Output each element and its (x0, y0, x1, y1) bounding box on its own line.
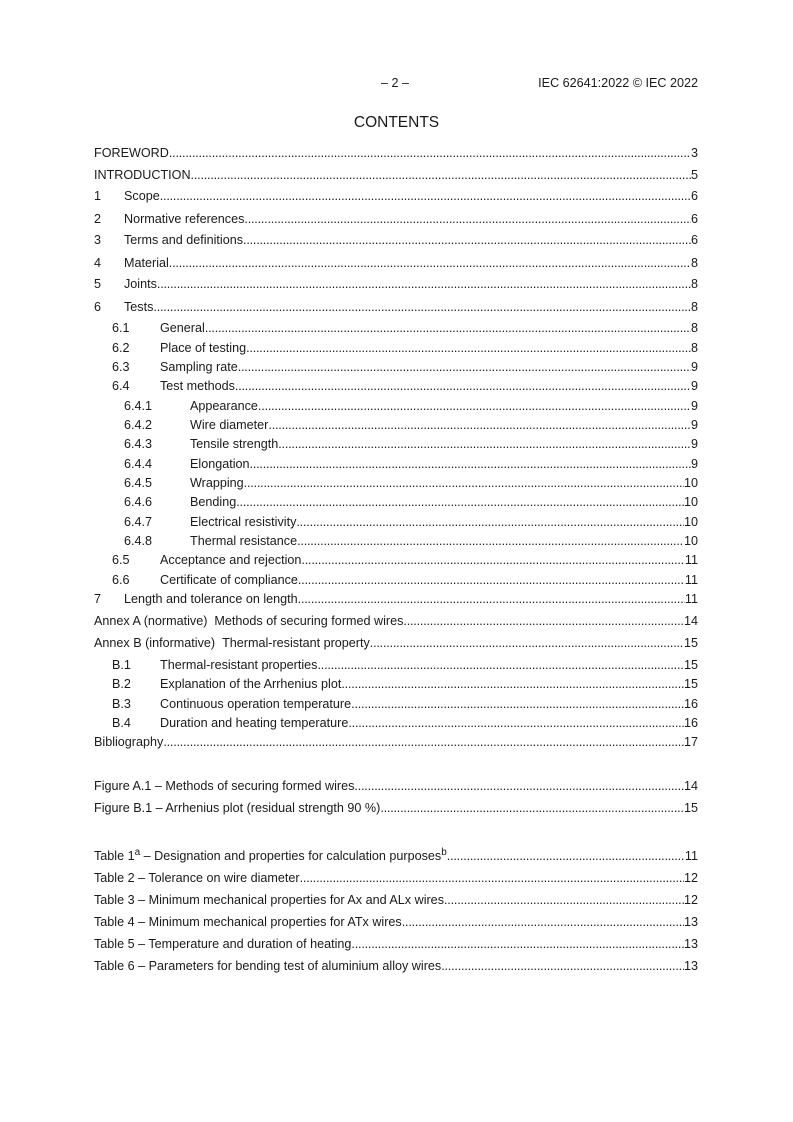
toc-entry-page: 11 (684, 573, 698, 587)
toc-entry-label: Thermal-resistant property (222, 636, 370, 650)
dot-leader (153, 300, 691, 314)
toc-entry-b3[interactable] (94, 697, 698, 714)
toc-entry-bibliography[interactable] (94, 735, 698, 752)
toc-entry-annex-a[interactable] (94, 614, 698, 631)
figure-entry-page: 14 (683, 779, 698, 793)
toc-entry-number: 6 (94, 300, 102, 314)
dot-leader (298, 573, 685, 587)
toc-entry-label: Normative references (124, 212, 245, 226)
toc-entry-label: Wrapping (190, 476, 244, 490)
figure-entry-label: Figure B.1 – Arrhenius plot (residual strength 90 %) (94, 801, 381, 815)
dot-leader (169, 146, 691, 160)
dot-leader (447, 849, 685, 863)
toc-entry-number: B.3 (112, 697, 131, 711)
toc-entry-label: Tests (124, 300, 154, 314)
toc-entry-page: 11 (684, 553, 698, 567)
toc-entry-number: 6.3 (112, 360, 130, 374)
dot-leader (403, 614, 684, 628)
toc-entry-b4[interactable] (94, 716, 698, 733)
toc-entry-electrical-resistivity[interactable] (94, 515, 698, 532)
toc-entry-label: Length and tolerance on length (124, 592, 298, 606)
table-entry-page: 12 (683, 871, 698, 885)
toc-entry-label: Test methods (160, 379, 235, 393)
toc-entry-wrapping[interactable] (94, 476, 698, 493)
toc-entry-label: Wire diameter (190, 418, 269, 432)
toc-entry-label: Continuous operation temperature (160, 697, 352, 711)
table-entry-page: 13 (683, 915, 698, 929)
toc-entry-page: 9 (690, 418, 698, 432)
toc-entry-page: 9 (690, 457, 698, 471)
toc-entry-number: 2 (94, 212, 102, 226)
toc-entry-number: B.4 (112, 716, 131, 730)
table-entry-label: Table 2 – Tolerance on wire diameter (94, 871, 300, 885)
toc-entry-page: 6 (690, 212, 698, 226)
footnote-marker-b: b (441, 847, 447, 858)
table-entry-page: 13 (683, 937, 698, 951)
dot-leader (268, 418, 691, 432)
toc-entry-number: 6.4.4 (124, 457, 153, 471)
dot-leader (191, 168, 691, 182)
toc-entry-page: 15 (683, 658, 698, 672)
table-entry-label: Table 4 – Minimum mechanical properties for ATx wires (94, 915, 402, 929)
dot-leader (341, 677, 684, 691)
toc-entry-label: Elongation (190, 457, 250, 471)
dot-leader (160, 189, 691, 203)
table-entry-4[interactable] (94, 915, 698, 932)
toc-entry-number: 6.6 (112, 573, 130, 587)
toc-entry-page: 8 (690, 321, 698, 335)
toc-entry-label: Joints (124, 277, 157, 291)
toc-entry-label: Tensile strength (190, 437, 279, 451)
toc-entry-page: 9 (690, 399, 698, 413)
toc-entry-label: Bibliography (94, 735, 164, 749)
table-entry-label-rest: – Designation and properties for calculation purposes (140, 849, 442, 863)
toc-entry-page: 10 (683, 476, 698, 490)
toc-entry-page: 8 (690, 300, 698, 314)
table-entry-page: 11 (684, 849, 698, 863)
toc-entry-test-methods[interactable] (94, 379, 698, 396)
toc-entry-wire-diameter[interactable] (94, 418, 698, 435)
toc-entry-number: 6.5 (112, 553, 130, 567)
dot-leader (246, 341, 691, 355)
toc-entry-label: General (160, 321, 205, 335)
toc-entry-label: Acceptance and rejection (160, 553, 302, 567)
toc-entry-label: Methods of securing formed wires (214, 614, 404, 628)
toc-entry-material[interactable] (94, 256, 698, 273)
toc-entry-number: 6.4.5 (124, 476, 153, 490)
table-entry-3[interactable] (94, 893, 698, 910)
toc-entry-bending[interactable] (94, 495, 698, 512)
toc-entry-label: Explanation of the Arrhenius plot (160, 677, 342, 691)
dot-leader (348, 716, 684, 730)
toc-entry-label: Terms and definitions (124, 233, 244, 247)
toc-entry-number: 6.4.7 (124, 515, 153, 529)
toc-entry-page: 5 (690, 168, 698, 182)
dot-leader (244, 212, 691, 226)
dot-leader (243, 233, 691, 247)
toc-entry-page: 10 (683, 495, 698, 509)
table-entry-label-start: Table 1 (94, 849, 135, 863)
toc-entry-foreword[interactable] (94, 146, 698, 163)
table-entry-label: Table 3 – Minimum mechanical properties for Ax and ALx wires (94, 893, 444, 907)
dot-leader (351, 937, 684, 951)
toc-entry-page: 8 (690, 341, 698, 355)
toc-entry-acceptance[interactable] (94, 553, 698, 570)
dot-leader (297, 534, 684, 548)
toc-entry-page: 15 (683, 636, 698, 650)
footnote-marker-a: a (134, 847, 141, 858)
toc-entry-number: 6.4.1 (124, 399, 153, 413)
toc-entry-page: 17 (683, 735, 698, 749)
dot-leader (296, 515, 684, 529)
toc-entry-label: Duration and heating temperature (160, 716, 349, 730)
toc-entry-label: Electrical resistivity (190, 515, 297, 529)
dot-leader (351, 697, 684, 711)
dot-leader (205, 321, 691, 335)
toc-entry-number: 6.2 (112, 341, 130, 355)
dot-leader (354, 779, 684, 793)
dot-leader (441, 959, 684, 973)
toc-entry-label: Thermal-resistant properties (160, 658, 318, 672)
toc-entry-label: Scope (124, 189, 160, 203)
toc-entry-page: 3 (690, 146, 698, 160)
toc-entry-number: 7 (94, 592, 102, 606)
dot-leader (238, 360, 691, 374)
table-entry-label: Table 5 – Temperature and duration of heating (94, 937, 352, 951)
toc-entry-elongation[interactable] (94, 457, 698, 474)
table-entry-page: 13 (683, 959, 698, 973)
dot-leader (169, 256, 691, 270)
table-entry-label (94, 849, 447, 863)
toc-entry-page: 9 (690, 360, 698, 374)
toc-entry-number: 6.4.2 (124, 418, 153, 432)
toc-entry-thermal-resistance[interactable] (94, 534, 698, 551)
table-entry-page: 12 (683, 893, 698, 907)
toc-entry-number: 5 (94, 277, 102, 291)
table-entry-2[interactable] (94, 871, 698, 888)
toc-entry-number: Annex B (informative) (94, 636, 216, 650)
toc-entry-length-tolerance[interactable] (94, 592, 698, 609)
toc-entry-page: 10 (683, 534, 698, 548)
toc-entry-general[interactable] (94, 321, 698, 338)
toc-entry-joints[interactable] (94, 277, 698, 294)
toc-entry-page: 10 (683, 515, 698, 529)
toc-entry-page: 9 (690, 379, 698, 393)
dot-leader (157, 277, 691, 291)
toc-entry-scope[interactable] (94, 189, 698, 206)
toc-entry-label: Certificate of compliance (160, 573, 298, 587)
figure-entry-b1[interactable] (94, 801, 698, 818)
dot-leader (444, 893, 684, 907)
dot-leader (244, 476, 684, 490)
toc-entry-label: Thermal resistance (190, 534, 298, 548)
toc-entry-b2[interactable] (94, 677, 698, 694)
toc-entry-page: 11 (684, 592, 698, 606)
toc-entry-label: Place of testing (160, 341, 247, 355)
toc-entry-page: 16 (683, 716, 698, 730)
toc-entry-number: 6.4.3 (124, 437, 153, 451)
dot-leader (163, 735, 684, 749)
toc-entry-page: 9 (690, 437, 698, 451)
dot-leader (300, 871, 684, 885)
toc-entry-number: 3 (94, 233, 102, 247)
dot-leader (278, 437, 691, 451)
toc-entry-tests[interactable] (94, 300, 698, 317)
toc-entry-annex-b[interactable] (94, 636, 698, 653)
dot-leader (236, 495, 684, 509)
table-entry-label: Table 6 – Parameters for bending test of aluminium alloy wires (94, 959, 442, 973)
standard-reference: IEC 62641:2022 © IEC 2022 (538, 76, 698, 90)
toc-entry-page: 14 (683, 614, 698, 628)
figure-entry-a1[interactable] (94, 779, 698, 796)
dot-leader (298, 592, 685, 606)
toc-entry-number: 1 (94, 189, 102, 203)
toc-entry-place-of-testing[interactable] (94, 341, 698, 358)
toc-entry-page: 8 (690, 256, 698, 270)
toc-entry-number: B.2 (112, 677, 131, 691)
dot-leader (380, 801, 684, 815)
toc-entry-number: 6.4.6 (124, 495, 153, 509)
toc-entry-b1[interactable] (94, 658, 698, 675)
toc-entry-page: 6 (690, 189, 698, 203)
toc-entry-sampling-rate[interactable] (94, 360, 698, 377)
toc-entry-appearance[interactable] (94, 399, 698, 416)
toc-entry-number: 6.1 (112, 321, 130, 335)
toc-entry-label: INTRODUCTION (94, 168, 191, 182)
dot-leader (402, 915, 684, 929)
dot-leader (301, 553, 685, 567)
figure-entry-page: 15 (683, 801, 698, 815)
dot-leader (258, 399, 691, 413)
toc-entry-terms[interactable] (94, 233, 698, 250)
toc-entry-page: 16 (683, 697, 698, 711)
toc-entry-number: 4 (94, 256, 102, 270)
table-entry-1[interactable] (94, 849, 698, 866)
toc-entry-label: Sampling rate (160, 360, 238, 374)
table-entry-5[interactable] (94, 937, 698, 954)
toc-entry-page: 6 (690, 233, 698, 247)
toc-entry-introduction[interactable] (94, 168, 698, 185)
toc-entry-number: 6.4 (112, 379, 130, 393)
toc-entry-number: Annex A (normative) (94, 614, 208, 628)
toc-entry-label: Bending (190, 495, 237, 509)
dot-leader (250, 457, 691, 471)
toc-entry-tensile-strength[interactable] (94, 437, 698, 454)
page-title: CONTENTS (353, 114, 440, 131)
figure-entry-label: Figure A.1 – Methods of securing formed wires (94, 779, 355, 793)
toc-entry-label: Material (124, 256, 169, 270)
toc-entry-certificate[interactable] (94, 573, 698, 590)
toc-entry-number: 6.4.8 (124, 534, 153, 548)
dot-leader (370, 636, 684, 650)
dot-leader (317, 658, 684, 672)
toc-entry-number: B.1 (112, 658, 131, 672)
dot-leader (235, 379, 691, 393)
toc-entry-page: 15 (683, 677, 698, 691)
page-number: – 2 – (381, 76, 410, 90)
toc-entry-label: Appearance (190, 399, 258, 413)
table-entry-6[interactable] (94, 959, 698, 976)
toc-entry-normative-references[interactable] (94, 212, 698, 229)
toc-entry-page: 8 (690, 277, 698, 291)
toc-entry-label: FOREWORD (94, 146, 169, 160)
